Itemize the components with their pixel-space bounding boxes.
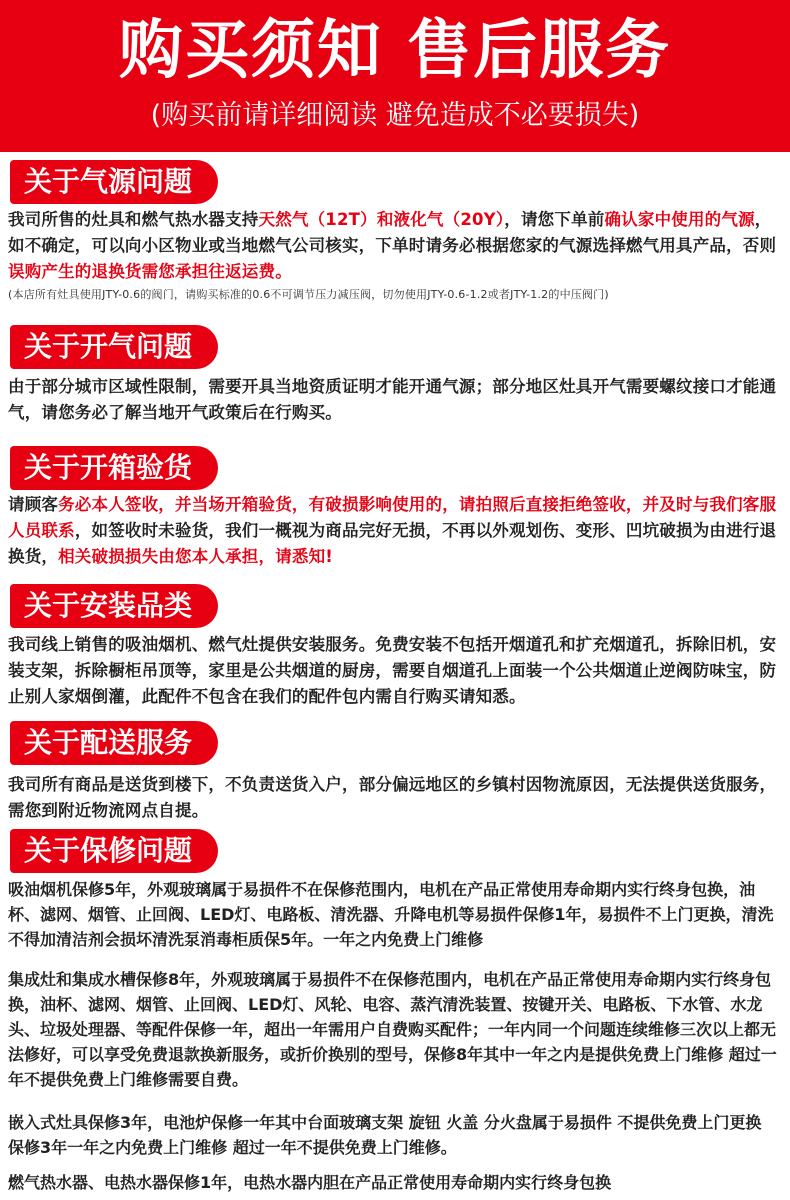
warranty-integrated-stove: 集成灶和集成水槽保修8年，外观玻璃属于易损件不在保修范围内，电机在产品正常使用寿命期内实行终身包换，油杯、滤网、烟管、止回阀、LED灯、风轮、电容、蒸汽清洗装置、按键开关、电路板、下水管、水龙头、垃圾处理器、等配件保修一年，超出一年需用户自费购买配件；一年内同一个问题连续维修三次以上都无法修好，可以享受免费退款换新服务，或折价换别的型号，保修8年其中一年之内是提供免费上门维修 超过一年不提供免费上门维修需要自费。 — [8, 970, 777, 1089]
section-body — [8, 492, 782, 570]
warranty-built-in-stove: 嵌入式灶具保修3年，电池炉保修一年其中台面玻璃支架 旋钮 火盖 分火盘属于易损件 不提供免费上门更换 保修3年一年之内免费上门维修 超过一年不提供免费上门维修。 — [8, 1113, 762, 1157]
section-tag: 关于配送服务 — [10, 721, 218, 765]
section-body — [8, 772, 782, 824]
body-text: ，如不确定，可以向小区物业或当地燃气公司核实，下单时请务必根据您家的气源选择燃气用具产品，否则 — [8, 210, 777, 255]
warranty-water-heater: 燃气热水器、电热水器保修1年，电热水器内胆在产品正常使用寿命期内实行终身包换 — [8, 1173, 612, 1192]
body-text: 我司所有商品是送货到楼下，不负责送货入户，部分偏远地区的乡镇村因物流原因，无法提供送货服务，需您到附近物流网点自提。 — [8, 775, 777, 820]
body-text: 我司所售的灶具和燃气热水器支持 — [8, 210, 259, 229]
section-tag: 关于开箱验货 — [10, 446, 218, 490]
warranty-range-hood: 吸油烟机保修5年，外观玻璃属于易损件不在保修范围内，电机在产品正常使用寿命期内实行终身包换，油杯、滤网、烟管、止回阀、LED灯、电路板、清洗器、升降电机等易损件保修1年，易损件不上门更换，清洗不得加清洁剂会损坏清洗泵消毒柜质保5年。一年之内免费上门维修 — [8, 880, 774, 949]
body-text-highlight: 误购产生的退换货需您承担往返运费。 — [8, 262, 292, 281]
section-tag: 关于开气问题 — [10, 325, 218, 369]
body-text: 我司线上销售的吸油烟机、燃气灶提供安装服务。免费安装不包括开烟道孔和扩充烟道孔，拆除旧机，安装支架，拆除橱柜吊顶等，家里是公共烟道的厨房，需要自烟道孔上面装一个公共烟道止逆阀防味宝，防止别人家烟倒灌，此配件不包含在我们的配件包内需自行购买请知悉。 — [8, 635, 777, 706]
body-text-highlight: 相关破损损失由您本人承担，请悉知! — [58, 547, 334, 566]
section-tag: 关于安装品类 — [10, 584, 218, 628]
body-text: 请顾客 — [8, 495, 59, 514]
body-text: ，请您下单前 — [504, 210, 605, 229]
body-text-highlight: 天然气（12T）和液化气（20Y） — [258, 210, 505, 229]
page-title: 购买须知 售后服务 — [118, 14, 672, 88]
body-text: 由于部分城市区域性限制，需要开具当地资质证明才能开通气源；部分地区灶具开气需要螺纹接口才能通气，请您务必了解当地开气政策后在行购买。 — [8, 377, 777, 422]
section-body — [8, 207, 782, 305]
body-text-highlight: 务必本人签收，并当场开箱验货，有破损影响使用的，请拍照后直接拒绝签收，并及时与我们客服人员联系 — [8, 495, 777, 540]
valve-note: (本店所有灶具使用JTY-0.6的阀门，请购买标准的0.6不可调节压力减压阀，切勿使用JTY-0.6-1.2或者JTY-1.2的中压阀门) — [8, 288, 609, 301]
section-body — [8, 374, 782, 426]
body-text-highlight: 确认家中使用的气源 — [604, 210, 755, 229]
section-tag: 关于保修问题 — [10, 829, 218, 873]
section-body — [8, 632, 782, 710]
body-text: ，如签收时未验货，我们一概视为商品完好无损，不再以外观划伤、变形、凹坑破损为由进行退换货， — [8, 521, 777, 566]
header-banner — [0, 0, 790, 152]
page-subtitle: (购买前请详细阅读 避免造成不必要损失) — [150, 100, 640, 131]
section-tag: 关于气源问题 — [10, 160, 218, 204]
